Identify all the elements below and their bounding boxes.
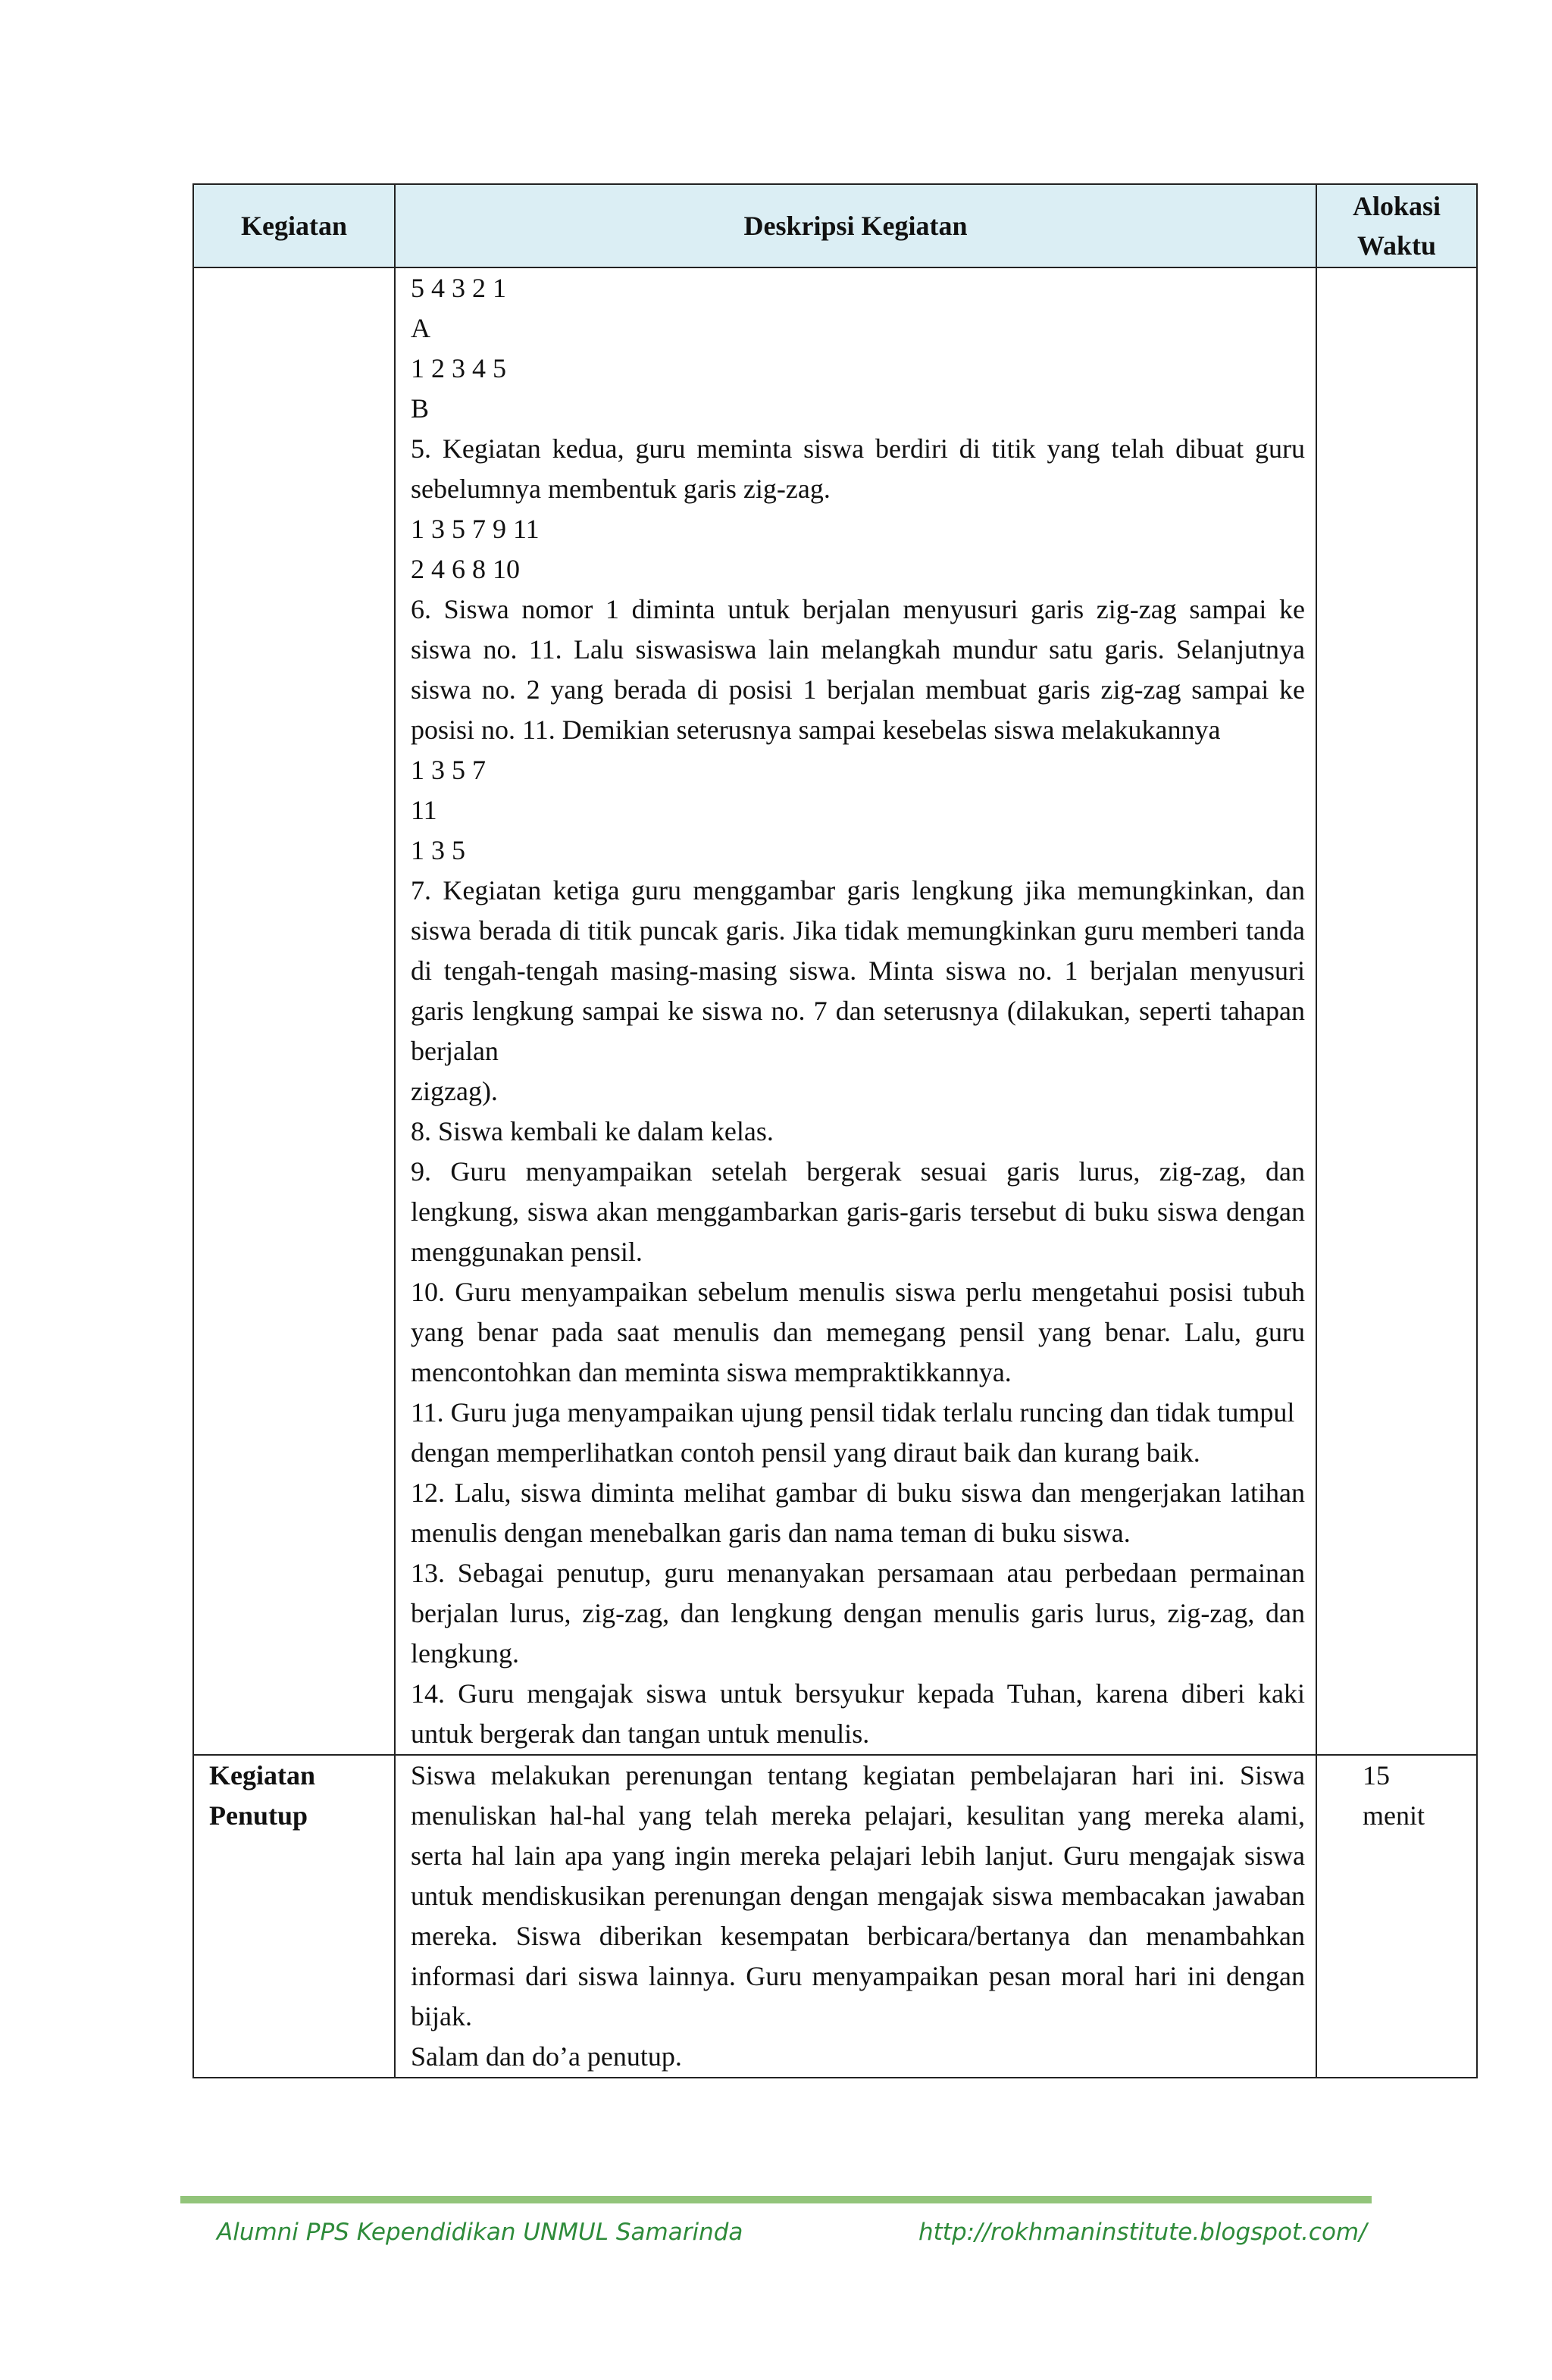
number-sequence: 1 3 5 7 9 11 bbox=[411, 514, 540, 544]
closing-greeting: Salam dan do’a penutup. bbox=[411, 2041, 682, 2072]
number-sequence: 1 2 3 4 5 bbox=[411, 353, 506, 383]
row2-kegiatan-cell bbox=[193, 1755, 395, 2078]
lesson-activity-table bbox=[192, 183, 1478, 2078]
header-alokasi-line2: Waktu bbox=[1356, 230, 1437, 261]
step-7: 7. Kegiatan ketiga guru menggambar garis lengkung jika memungkinkan, dan siswa berada di titik puncak garis. Jika tidak memungkinkan guru memberi tanda di tengah-tengah masing-masing siswa. Minta siswa no. 1 berjalan menyusuri garis lengkung sampai ke siswa no. 7 dan seterusnya (dilakukan, seperti tahapan berjalan bbox=[411, 875, 1305, 1066]
header-alokasi-line1: Alokasi bbox=[1352, 191, 1441, 221]
step-14: 14. Guru mengajak siswa untuk bersyukur kepada Tuhan, karena diberi kaki untuk bergerak dan tangan untuk menulis. bbox=[411, 1678, 1305, 1749]
step-13: 13. Sebagai penutup, guru menanyakan persamaan atau perbedaan permainan berjalan lurus, zig-zag, dan lengkung dengan menulis garis lurus, zig-zag, dan lengkung. bbox=[411, 1558, 1305, 1669]
step-7-continuation: zigzag). bbox=[411, 1076, 498, 1106]
step-12: 12. Lalu, siswa diminta melihat gambar di buku siswa dan mengerjakan latihan menulis dengan menebalkan garis dan nama teman di buku siswa. bbox=[411, 1478, 1305, 1548]
kegiatan-penutup-line2: Penutup bbox=[209, 1800, 308, 1831]
number-sequence: 1 3 5 7 bbox=[411, 755, 486, 785]
label-b: B bbox=[411, 393, 430, 424]
header-kegiatan: Kegiatan bbox=[193, 184, 395, 267]
step-8: 8. Siswa kembali ke dalam kelas. bbox=[411, 1116, 774, 1146]
kegiatan-penutup-line1: Kegiatan bbox=[209, 1760, 315, 1790]
row2-description-cell bbox=[395, 1755, 1316, 2078]
footer-url: http://rokhmaninstitute.blogspot.com/ bbox=[918, 2219, 1367, 2246]
header-deskripsi: Deskripsi Kegiatan bbox=[395, 184, 1316, 267]
waktu-unit: menit bbox=[1363, 1800, 1425, 1831]
step-6: 6. Siswa nomor 1 diminta untuk berjalan menyusuri garis zig-zag sampai ke siswa no. 11. Lalu siswasiswa lain melangkah mundur satu garis. Selanjutnya siswa no. 2 yang berada di posisi 1 berjalan membuat garis zig-zag sampai ke posisi no. 11. Demikian seterusnya sampai kesebelas siswa melakukannya bbox=[411, 594, 1305, 745]
table-row bbox=[193, 267, 1477, 1755]
number-sequence: 1 3 5 bbox=[411, 835, 465, 865]
label-a: A bbox=[411, 313, 430, 343]
waktu-value: 15 bbox=[1363, 1760, 1390, 1790]
number-sequence: 2 4 6 8 10 bbox=[411, 554, 520, 584]
header-alokasi-waktu bbox=[1316, 184, 1477, 267]
footer-divider bbox=[180, 2196, 1372, 2203]
footer-institution: Alumni PPS Kependidikan UNMUL Samarinda bbox=[217, 2219, 743, 2246]
step-10: 10. Guru menyampaikan sebelum menulis siswa perlu mengetahui posisi tubuh yang benar pada saat menulis dan memegang pensil yang benar. Lalu, guru mencontohkan dan meminta siswa mempraktikkannya. bbox=[411, 1277, 1305, 1387]
number-sequence: 11 bbox=[411, 795, 437, 825]
step-11-continuation: dengan memperlihatkan contoh pensil yang diraut baik dan kurang baik. bbox=[411, 1437, 1200, 1468]
step-5: 5. Kegiatan kedua, guru meminta siswa berdiri di titik yang telah dibuat guru sebelumnya membentuk garis zig-zag. bbox=[411, 433, 1305, 504]
row1-kegiatan-cell bbox=[193, 267, 395, 1755]
row2-waktu-cell bbox=[1316, 1755, 1477, 2078]
table-header-row bbox=[193, 184, 1477, 267]
step-9: 9. Guru menyampaikan setelah bergerak sesuai garis lurus, zig-zag, dan lengkung, siswa akan menggambarkan garis-garis tersebut di buku siswa dengan menggunakan pensil. bbox=[411, 1156, 1305, 1267]
closing-paragraph: Siswa melakukan perenungan tentang kegiatan pembelajaran hari ini. Siswa menuliskan hal-hal yang telah mereka pelajari, kesulitan yang mereka alami, serta hal lain apa yang ingin mereka pelajari lebih lanjut. Guru mengajak siswa untuk mendiskusikan perenungan dengan mengajak siswa membacakan jawaban mereka. Siswa diberikan kesempatan berbicara/bertanya dan menambahkan informasi dari siswa lainnya. Guru menyampaikan pesan moral hari ini dengan bijak. bbox=[411, 1760, 1305, 2031]
number-sequence: 5 4 3 2 1 bbox=[411, 273, 506, 303]
table-row bbox=[193, 1755, 1477, 2078]
row1-waktu-cell bbox=[1316, 267, 1477, 1755]
step-11: 11. Guru juga menyampaikan ujung pensil tidak terlalu runcing dan tidak tumpul bbox=[411, 1397, 1295, 1428]
row1-description-cell bbox=[395, 267, 1316, 1755]
